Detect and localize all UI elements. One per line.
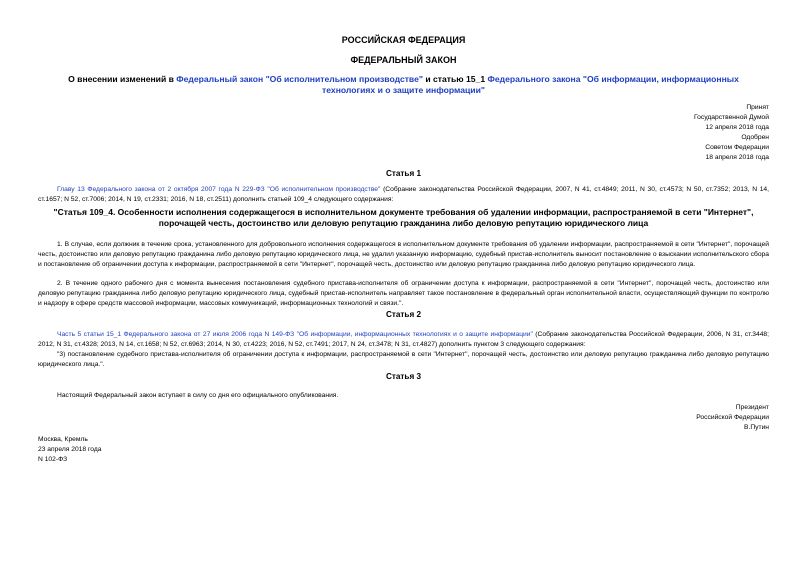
adoption-block — [38, 103, 769, 162]
law-title-middle: и статью 15_1 — [422, 74, 488, 84]
article-2-intro-text: (Собрание законодательства Российской Федерации, 2006, N 31, ст.3448; 2012, N 31, ст.4328; 2013, N 14, ст.1658; N 52, ст.6963; 2014, N 30, ст.4223; 2016, N 52, ст.7491; 2017, N 24, ст.3478; N 31, ст.4827) дополнить пунктом 3 следующего содержания: — [38, 331, 769, 348]
law-title — [48, 74, 759, 96]
article-1-intro-link[interactable]: Главу 13 Федерального закона от 2 октября 2007 года N 229-ФЗ "Об исполнительном производстве" — [57, 186, 381, 193]
law-title-link-information[interactable]: Федерального закона "Об информации, информационных технологиях и о защите информации" — [322, 74, 739, 95]
article-1-heading: Статья 1 — [385, 169, 422, 178]
article-2-paragraph-1: "3) постановление судебного пристава-исполнителя об ограничении доступа к информации, распространяемой в сети "Интернет", порочащей честь, достоинство или деловую репутацию гражданина либо деловую репутацию юридического лица.". — [38, 351, 769, 368]
signature-line: В.Путин — [744, 423, 769, 431]
article-1-paragraph-1: 1. В случае, если должник в течение срока, установленного для добровольного исполнения содержащегося в исполнительном документе требования об удалении информации, распространяемой в сети "Интернет", порочащей честь, достоинство или деловую репутацию гражданина либо деловую репутацию юридического лица, не удалил указанную информацию, судебный пристав-исполнитель выносит постановление о взыскании исполнительского сбора и постановление об ограничении доступа к информации, распространяемой в сети "Интернет", порочащей честь, достоинство или деловую репутацию гражданина либо деловую репутацию юридического лица. — [38, 241, 769, 268]
law-type-heading: ФЕДЕРАЛЬНЫЙ ЗАКОН — [350, 55, 457, 65]
article-3-heading: Статья 3 — [385, 372, 422, 381]
adoption-line: 18 апреля 2018 года — [705, 153, 769, 161]
article-1-intro — [38, 185, 769, 205]
signature-line: Президент — [735, 404, 769, 411]
footer-line: Москва, Кремль — [38, 436, 88, 443]
new-article-title: "Статья 109_4. Особенности исполнения содержащегося в исполнительном документе требования об удалении информации, распространяемой в сети "Интернет", порочащей честь, достоинство или деловую репутацию гражданина либо деловую репутацию юридического лица — [53, 207, 754, 228]
adoption-line: Советом Федерации — [705, 143, 769, 151]
footer-line: 23 апреля 2018 года — [38, 445, 102, 453]
signature-block — [38, 403, 769, 432]
footer-line: N 102-ФЗ — [38, 455, 68, 463]
law-title-prefix: О внесении изменений в — [68, 74, 177, 84]
adoption-line: Государственной Думой — [694, 113, 769, 121]
adoption-line: 12 апреля 2018 года — [705, 123, 769, 131]
article-2-heading: Статья 2 — [385, 310, 422, 319]
article-2-intro — [38, 330, 769, 350]
signature-line: Российской Федерации — [696, 413, 769, 421]
adoption-line: Принят — [746, 104, 769, 111]
article-3-paragraph-1: Настоящий Федеральный закон вступает в силу со дня его официального опубликования. — [57, 392, 339, 399]
law-title-link-enforcement[interactable]: Федеральный закон "Об исполнительном производстве" — [176, 74, 423, 84]
footer-block — [38, 435, 769, 464]
article-1-intro-text: (Собрание законодательства Российской Федерации, 2007, N 41, ст.4849; 2011, N 30, ст.4573; N 50, ст.7352; 2013, N 14, ст.1657; N 52, ст.7006; 2014, N 19, ст.2331; 2016, N 18, ст.2511) дополнить статьей 109_4 следующего содержания: — [38, 186, 770, 203]
article-2-intro-link[interactable]: Часть 5 статьи 15_1 Федерального закона от 27 июля 2006 года N 149-ФЗ "Об информации, информационных технологиях и о защите информации" — [57, 331, 533, 338]
country-heading: РОССИЙСКАЯ ФЕДЕРАЦИЯ — [341, 35, 466, 45]
article-1-paragraph-2: 2. В течение одного рабочего дня с момента вынесения постановления судебного пристава-исполнителя об ограничении доступа к информации, распространяемой в сети "Интернет", порочащей честь, достоинство или деловую репутацию гражданина либо деловую репутацию юридического лица, судебный пристав-исполнитель направляет такое постановление в федеральный орган исполнительной власти, осуществляющий функции по контролю и надзору в сфере средств массовой информации, массовых коммуникаций, информационных технологий и связи.". — [38, 280, 769, 307]
adoption-line: Одобрен — [741, 133, 769, 141]
